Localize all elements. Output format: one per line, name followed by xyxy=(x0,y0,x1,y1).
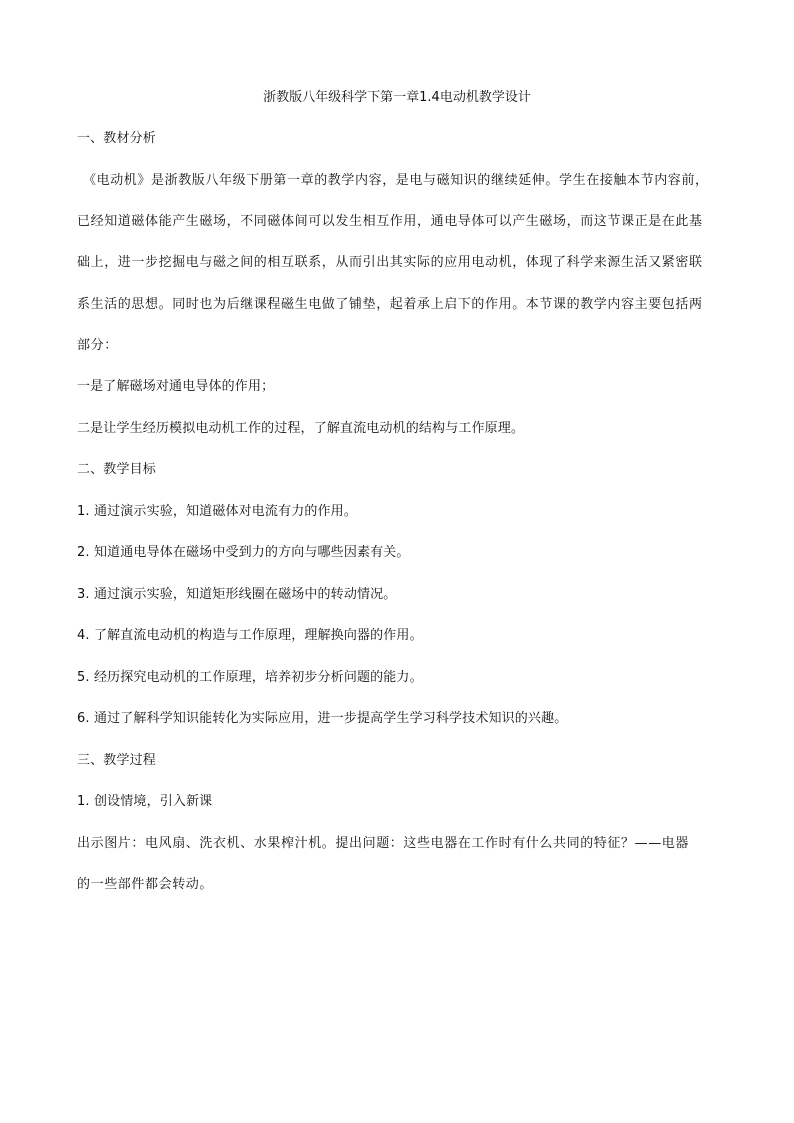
section-heading-goals: 二、教学目标 xyxy=(77,462,156,477)
process-step-1: 1. 创设情境，引入新课 xyxy=(77,794,213,809)
process-step-1-line: 的一些部件都会转动。 xyxy=(77,877,214,892)
analysis-paragraph-line: 础上，进一步挖掘电与磁之间的相互联系，从而引出其实际的应用电动机，体现了科学来源生活又紧密联 xyxy=(77,255,703,270)
goal-item: 6. 通过了解科学知识能转化为实际应用，进一步提高学生学习科学技术知识的兴趣。 xyxy=(77,711,568,726)
goal-item: 5. 经历探究电动机的工作原理，培养初步分析问题的能力。 xyxy=(77,670,423,685)
section-heading-analysis: 一、教材分析 xyxy=(77,131,156,146)
document-title: 浙教版八年级科学下第一章1.4电动机教学设计 xyxy=(263,90,531,105)
analysis-paragraph-line: 已经知道磁体能产生磁场，不同磁体间可以发生相互作用，通电导体可以产生磁场，而这节课正是在此基 xyxy=(77,214,703,229)
analysis-paragraph-line: 《电动机》是浙教版八年级下册第一章的教学内容，是电与磁知识的继续延伸。学生在接触本节内容前， xyxy=(83,173,709,188)
analysis-paragraph-line: 系生活的思想。同时也为后继课程磁生电做了铺垫，起着承上启下的作用。本节课的教学内容主要包括两 xyxy=(77,297,703,312)
section-heading-process: 三、教学过程 xyxy=(77,753,156,768)
goal-item: 4. 了解直流电动机的构造与工作原理，理解换向器的作用。 xyxy=(77,628,423,643)
goal-item: 1. 通过演示实验，知道磁体对电流有力的作用。 xyxy=(77,504,357,519)
analysis-paragraph-line: 部分： xyxy=(77,338,118,353)
goal-item: 3. 通过演示实验，知道矩形线圈在磁场中的转动情况。 xyxy=(77,587,397,602)
process-step-1-line: 出示图片：电风扇、洗衣机、水果榨汁机。提出问题：这些电器在工作时有什么共同的特征？——电器 xyxy=(77,836,690,851)
content-part-2: 二是让学生经历模拟电动机工作的过程，了解直流电动机的结构与工作原理。 xyxy=(77,421,525,436)
goal-item: 2. 知道通电导体在磁场中受到力的方向与哪些因素有关。 xyxy=(77,545,410,560)
content-part-1: 一是了解磁场对通电导体的作用； xyxy=(77,379,275,394)
